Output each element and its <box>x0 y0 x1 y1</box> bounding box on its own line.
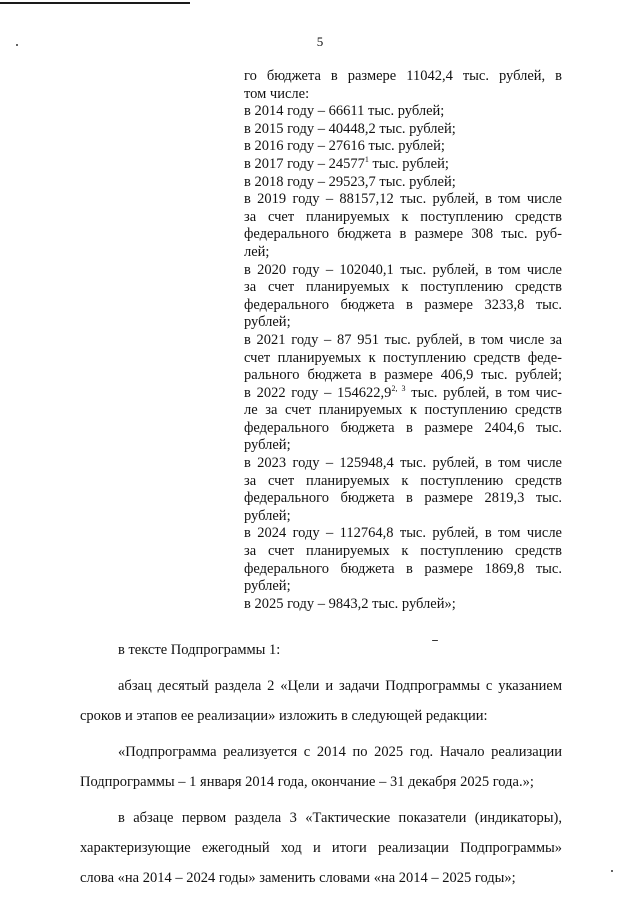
paragraph-subprogram-intro: в тексте Подпрограммы 1: <box>118 642 281 658</box>
column-line: ле за счет планируемых к поступлению средств <box>244 402 562 419</box>
column-line: в 2022 году – 154622,9$^{2, 3}$ тыс. рублей, в том чис- <box>244 383 562 401</box>
column-line: том числе: <box>244 85 310 102</box>
column-line: го бюджета в размере 11042,4 тыс. рублей, в <box>244 68 562 84</box>
column-line: за счет планируемых к поступлению средств <box>244 543 562 560</box>
column-line: рублей; <box>244 437 291 454</box>
column-line: федерального бюджета в размере 1869,8 тыс. <box>244 560 562 577</box>
page-number: 5 <box>316 34 324 49</box>
column-line: в 2018 году – 29523,7 тыс. рублей; <box>244 173 456 190</box>
scan-speck <box>611 870 613 872</box>
paragraph-section2-line1: абзац десятый раздела 2 «Цели и задачи Подпрограммы с указанием <box>118 678 562 694</box>
paragraph-quote-line2: Подпрограммы – 1 января 2014 года, окончание – 31 декабря 2025 года.»; <box>80 774 534 790</box>
column-line: в 2015 году – 40448,2 тыс. рублей; <box>244 120 456 137</box>
column-line: в 2016 году – 27616 тыс. рублей; <box>244 138 445 155</box>
scan-edge-line <box>0 2 190 4</box>
column-line: рублей; <box>244 507 291 524</box>
paragraph-section3-line2: характеризующие ежегодный ход и итоги реализации Подпрограммы» <box>80 840 562 856</box>
paragraph-quote-line1: «Подпрограмма реализуется с 2014 по 2025 год. Начало реализации <box>118 744 562 760</box>
column-line: в 2023 году – 125948,4 тыс. рублей, в том числе <box>244 455 562 472</box>
column-line: рального бюджета в размере 406,9 тыс. рублей; <box>244 367 562 384</box>
column-line: федерального бюджета в размере 3233,8 тыс. <box>244 296 562 313</box>
paragraph-section3-line3: слова «на 2014 – 2024 годы» заменить словами «на 2014 – 2025 годы»; <box>80 870 516 886</box>
amendment-text <box>80 635 562 893</box>
column-line: в 2025 году – 9843,2 тыс. рублей»; <box>244 595 456 612</box>
column-line: за счет планируемых к поступлению средств <box>244 279 562 296</box>
column-line: в 2021 году – 87 951 тыс. рублей, в том числе за <box>244 331 562 348</box>
column-line: в 2024 году – 112764,8 тыс. рублей, в том числе <box>244 525 562 542</box>
column-line: за счет планируемых к поступлению средств <box>244 208 562 225</box>
funding-by-year-column <box>244 68 562 613</box>
column-line: в 2019 году – 88157,12 тыс. рублей, в том числе <box>244 191 562 208</box>
column-line: федерального бюджета в размере 308 тыс. руб- <box>244 226 562 243</box>
column-line: лей; <box>244 243 270 260</box>
paragraph-section2-line2: сроков и этапов ее реализации» изложить в следующей редакции: <box>80 708 488 724</box>
column-line: за счет планируемых к поступлению средств <box>244 472 562 489</box>
column-line: рублей; <box>244 314 291 331</box>
footnote-mark: 2, 3 <box>391 383 406 393</box>
paragraph-section3-line1: в абзаце первом раздела 3 «Тактические показатели (индикаторы), <box>118 810 562 826</box>
column-line: федерального бюджета в размере 2819,3 тыс. <box>244 490 562 507</box>
column-line: в 2020 году – 102040,1 тыс. рублей, в том числе <box>244 261 562 278</box>
footnote-mark: 1 <box>364 154 369 164</box>
column-line: федерального бюджета в размере 2404,6 тыс. <box>244 419 562 436</box>
column-line: в 2017 году – 24577$^1$ тыс. рублей; <box>244 154 449 172</box>
column-line: рублей; <box>244 578 291 595</box>
column-line: в 2014 году – 66611 тыс. рублей; <box>244 103 445 120</box>
column-line: счет планируемых к поступлению средств феде- <box>244 349 562 366</box>
